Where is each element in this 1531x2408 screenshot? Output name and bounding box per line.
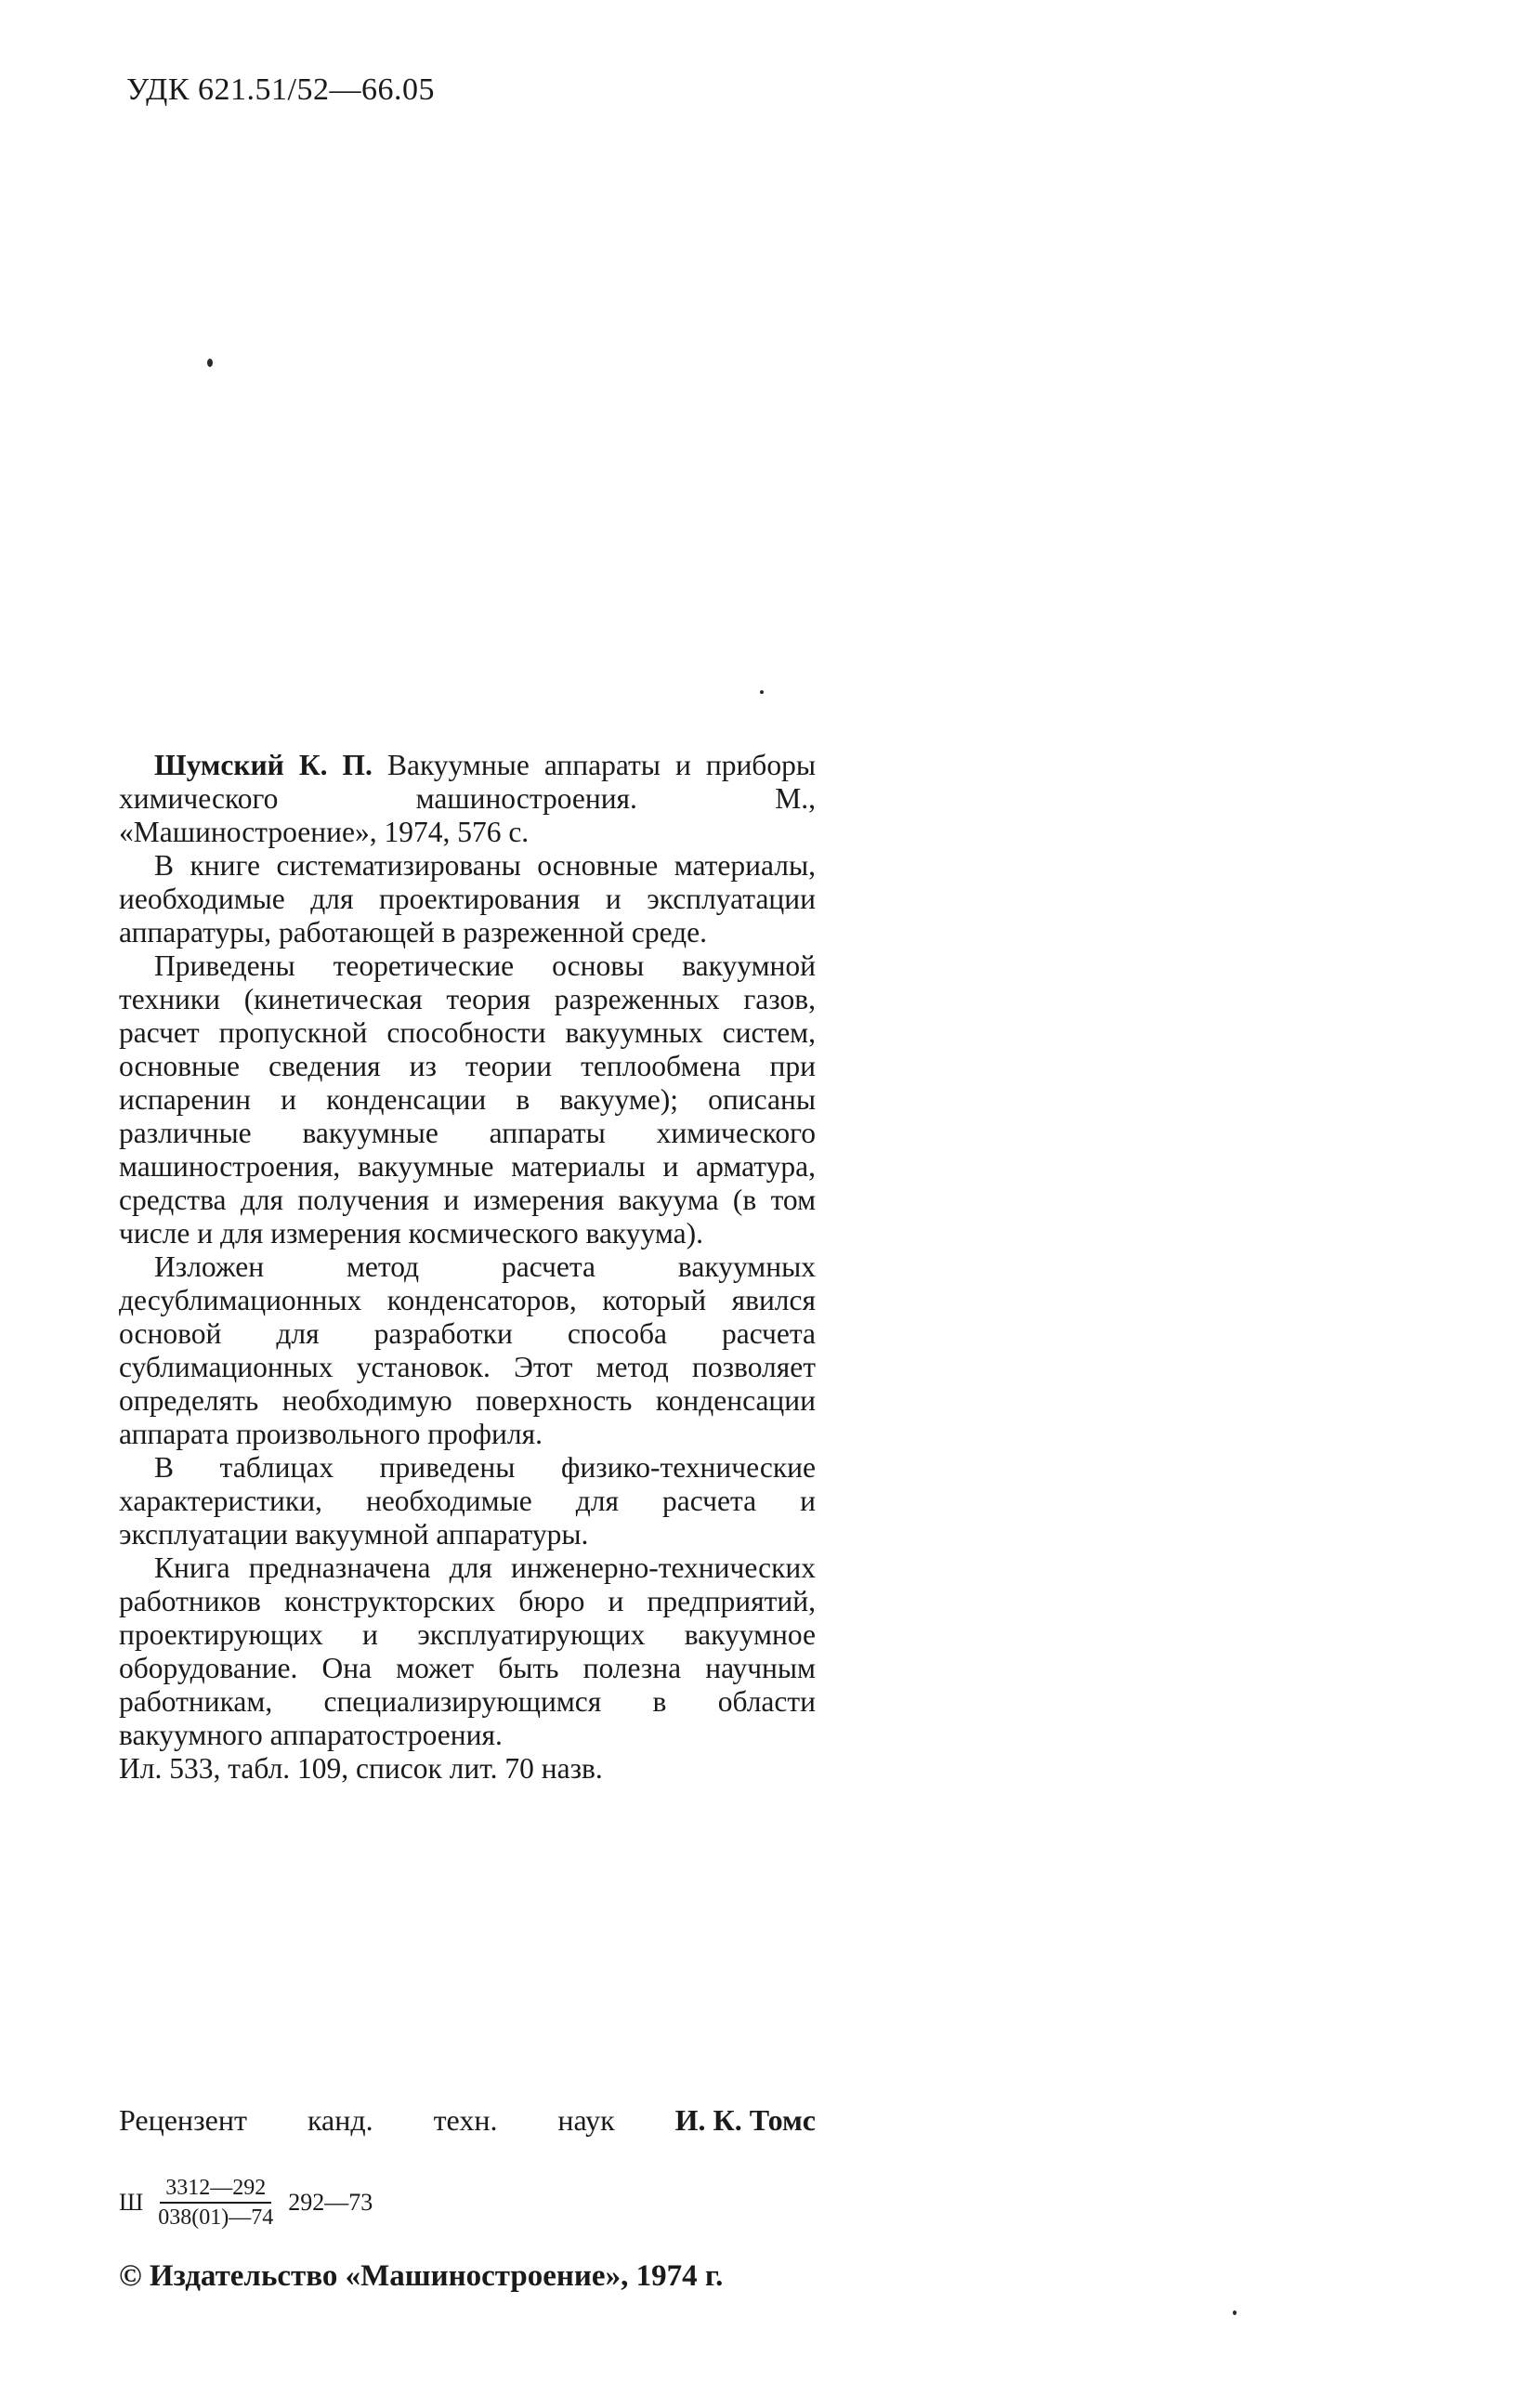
scan-speck [760, 690, 764, 694]
author-name: Шумский К. П. [154, 749, 373, 781]
citation-text: Вакуумные аппараты и приборы химического машиностроения. М., «Машиностроение», 1974, 576 с. [119, 749, 816, 848]
publication-code [119, 2174, 373, 2231]
abstract-citation [119, 749, 816, 849]
abstract-paragraph: В таблицах приведены физико-технические характеристики, необходимые для расчета и эксплуатации вакуумной аппаратуры. [119, 1451, 816, 1551]
abstract-paragraph: Книга предназначена для инженерно-технических работников конструкторских бюро и предприятий, проектирующих и эксплуатирующих вакуумное оборудование. Она может быть полезна научным работникам, специализирующимся в области вакуумного аппаратостроения. [119, 1551, 816, 1751]
scan-speck [207, 359, 213, 367]
reviewer-line [119, 2103, 816, 2138]
code-fraction [158, 2174, 273, 2231]
reviewer-name: И. К. Томс [674, 2103, 816, 2137]
reviewer-field: техн. [433, 2103, 498, 2137]
code-numerator: 3312—292 [160, 2174, 271, 2204]
reviewer-label: Рецензент [119, 2103, 247, 2137]
reviewer-science: наук [557, 2103, 615, 2137]
abstract-paragraph: В книге систематизированы основные материалы, иеобходимые для проектирования и эксплуатации аппаратуры, работающей в разреженной среде. [119, 849, 816, 949]
abstract-paragraph: Приведены теоретические основы вакуумной техники (кинетическая теория разреженных газов, расчет пропускной способности вакуумных систем, основные сведения из теории теплообмена при испаренин и конденсации в вакууме); описаны различные вакуумные аппараты химического машиностроения, вакуумные материалы и арматура, средства для получения и измерения вакуума (в том числе и для измерения космического вакуума). [119, 949, 816, 1250]
scan-speck [1233, 2310, 1237, 2315]
abstract [119, 749, 816, 1786]
reviewer-degree: канд. [307, 2103, 373, 2137]
illustrations-count: Ил. 533, табл. 109, список лит. 70 назв. [119, 1752, 603, 1785]
code-prefix: Ш [119, 2189, 144, 2216]
abstract-paragraph: Изложен метод расчета вакуумных десублимационных конденсаторов, который явился основой для разработки способа расчета сублимационных установок. Этот метод позволяет определять необходимую поверхность конденсации аппарата произвольного профиля. [119, 1250, 816, 1450]
code-denominator: 038(01)—74 [158, 2205, 274, 2230]
copyright-line: © Издательство «Машиностроение», 1974 г. [119, 2259, 724, 2293]
udk-code: УДК 621.51/52—66.05 [126, 72, 435, 107]
code-suffix: 292—73 [288, 2189, 373, 2216]
